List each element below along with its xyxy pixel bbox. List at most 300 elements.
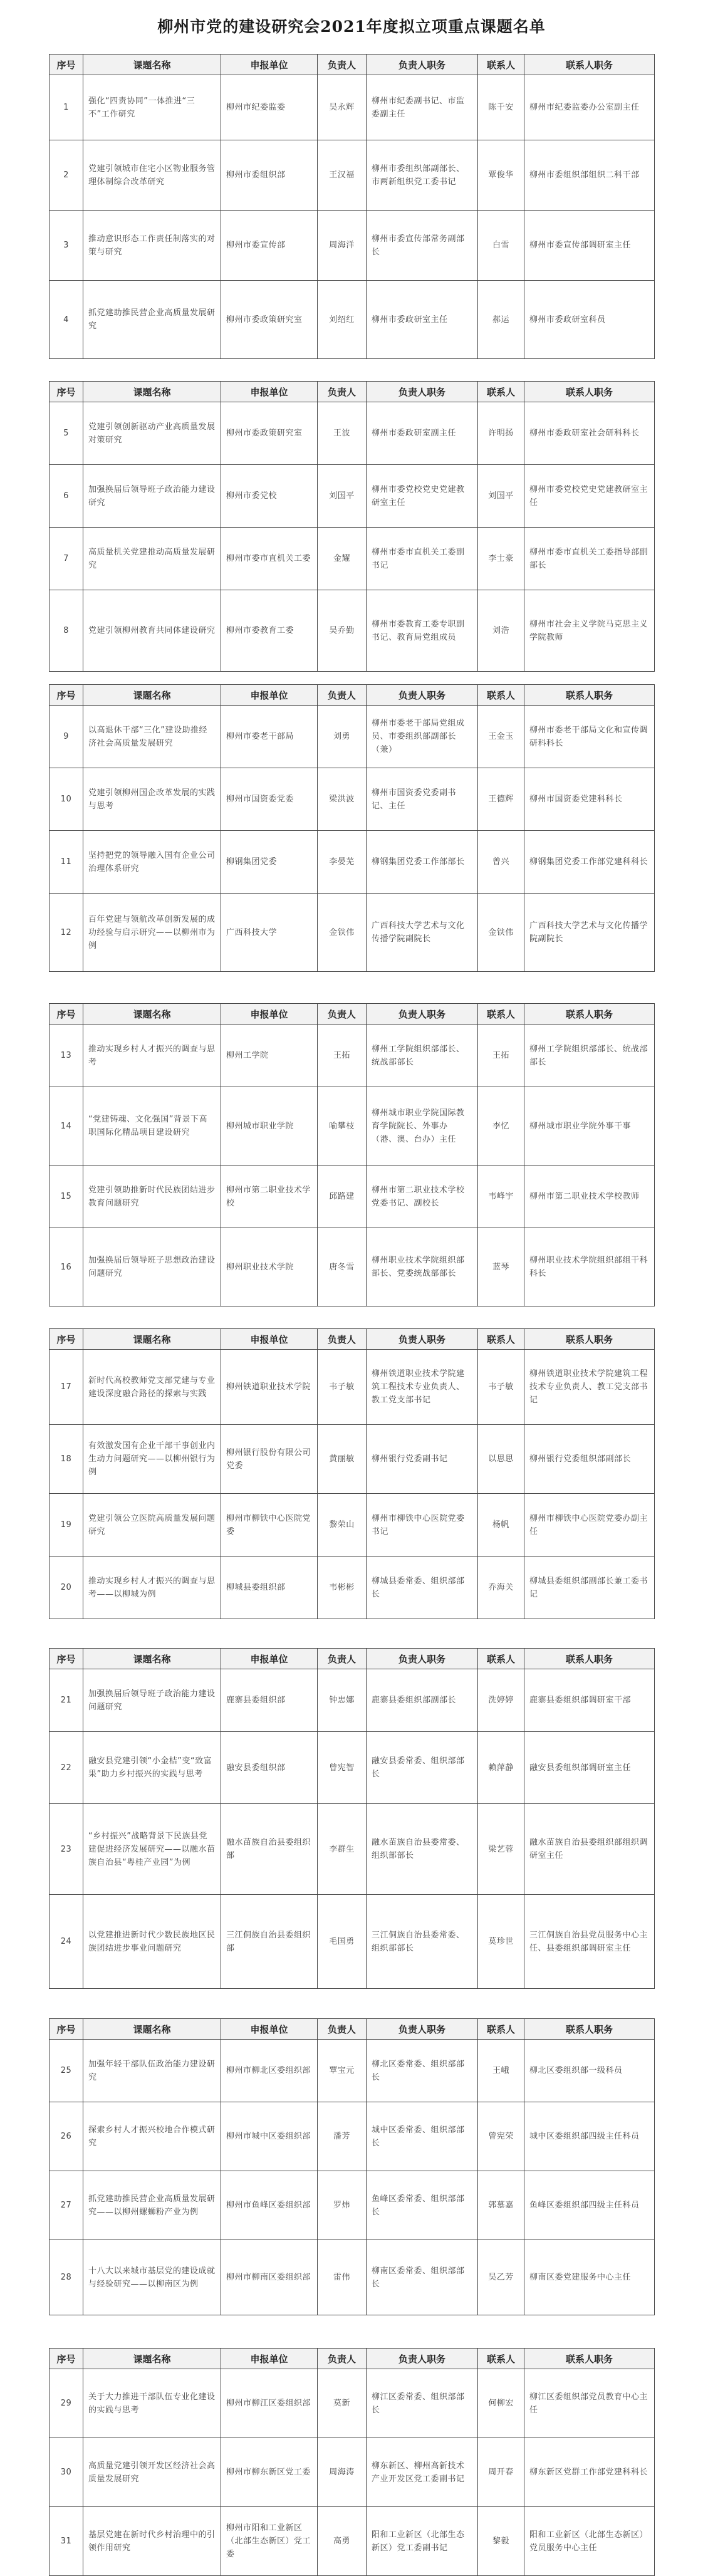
cell-no: 28 [49,2240,83,2315]
cell-topic: 十八大以来城市基层党的建设成就与经验研究——以柳南区为例 [83,2240,221,2315]
cell-contact-duty: 柳州市委党校党史党建教研室主任 [524,465,655,528]
cell-contact-duty: 柳州铁道职业技术学院建筑工程技术专业负责人、教工党支部书记 [524,1350,655,1425]
cell-person: 韦子敏 [318,1350,367,1425]
cell-topic: 抓党建助推民营企业高质量发展研究——以柳州螺蛳粉产业为例 [83,2171,221,2240]
cell-topic: 高质量机关党建推动高质量发展研究 [83,528,221,590]
cell-person-duty: 广西科技大学艺术与文化传播学院副院长 [367,894,478,972]
cell-topic: 关于大力推进干部队伍专业化建设的实践与思考 [83,2369,221,2438]
table-row [49,211,655,281]
cell-person-duty: 柳州市委政研室主任 [367,281,478,359]
cell-no: 24 [49,1895,83,1989]
cell-no: 4 [49,281,83,359]
cell-person: 唐冬雪 [318,1228,367,1306]
cell-no: 13 [49,1025,83,1087]
header-topic: 课题名称 [83,2349,221,2369]
cell-topic: 基层党建在新时代乡村治理中的引领作用研究 [83,2507,221,2576]
cell-no: 27 [49,2171,83,2240]
cell-person-duty: 阳和工业新区（北部生态新区）党工委副书记 [367,2507,478,2576]
header-person-duty: 负责人职务 [367,1004,478,1025]
cell-person: 周海洋 [318,211,367,281]
cell-contact: 韦峰宇 [478,1165,524,1228]
cell-person: 喻攀枝 [318,1087,367,1165]
cell-contact: 王德辉 [478,768,524,831]
cell-unit: 柳州银行股份有限公司党委 [221,1425,318,1494]
cell-topic: 加强换届后领导班子政治能力建设问题研究 [83,1669,221,1732]
header-contact: 联系人 [478,685,524,706]
header-person-duty: 负责人职务 [367,2349,478,2369]
cell-contact: 曾宪荣 [478,2102,524,2171]
cell-person: 覃宝元 [318,2040,367,2102]
cell-topic: 党建引领柳州教育共同体建设研究 [83,590,221,672]
cell-no: 17 [49,1350,83,1425]
cell-no: 14 [49,1087,83,1165]
cell-person: 王汉福 [318,140,367,211]
cell-contact: 刘浩 [478,590,524,672]
topics-table [49,2018,655,2315]
cell-no: 9 [49,706,83,768]
header-contact: 联系人 [478,2019,524,2040]
header-unit: 申报单位 [221,1649,318,1669]
cell-no: 10 [49,768,83,831]
cell-no: 2 [49,140,83,211]
table-row [49,140,655,211]
cell-contact-duty: 柳州市委宣传部调研室主任 [524,211,655,281]
cell-topic: 强化“四责协同”一体推进“三不”工作研究 [83,75,221,140]
cell-contact: 覃俊华 [478,140,524,211]
cell-unit: 柳州市委政策研究室 [221,281,318,359]
cell-contact: 王拓 [478,1025,524,1087]
cell-person-duty: 柳州市委老干部局党组成员、市委组织部副部长（兼） [367,706,478,768]
header-person-duty: 负责人职务 [367,1649,478,1669]
cell-topic: 探索乡村人才振兴校地合作模式研究 [83,2102,221,2171]
cell-contact-duty: 柳州城市职业学院外事干事 [524,1087,655,1165]
header-contact: 联系人 [478,2349,524,2369]
cell-no: 26 [49,2102,83,2171]
table-header-row [49,2349,655,2369]
cell-person-duty: 鱼峰区委常委、组织部部长 [367,2171,478,2240]
header-person: 负责人 [318,382,367,402]
header-person: 负责人 [318,2349,367,2369]
cell-person-duty: 柳州市第二职业技术学校党委书记、副校长 [367,1165,478,1228]
cell-unit: 柳钢集团党委 [221,831,318,894]
cell-no: 6 [49,465,83,528]
header-topic: 课题名称 [83,55,221,75]
cell-contact: 吴乙芳 [478,2240,524,2315]
table-page [49,1648,654,1989]
cell-contact-duty: 柳州市委老干部局文化和宣传调研科科长 [524,706,655,768]
header-person-duty: 负责人职务 [367,2019,478,2040]
header-contact-duty: 联系人职务 [524,2349,655,2369]
cell-no: 29 [49,2369,83,2438]
cell-contact: 白雪 [478,211,524,281]
cell-contact-duty: 城中区委组织部四级主任科员 [524,2102,655,2171]
cell-person: 黄丽敏 [318,1425,367,1494]
cell-no: 25 [49,2040,83,2102]
cell-unit: 柳州市委教育工委 [221,590,318,672]
table-row [49,1557,655,1619]
cell-unit: 三江侗族自治县委组织部 [221,1895,318,1989]
cell-person-duty: 柳州职业技术学院组织部部长、党委统战部部长 [367,1228,478,1306]
cell-person-duty: 柳江区委常委、组织部部长 [367,2369,478,2438]
cell-topic: 以高退休干部“三化”建设助推经济社会高质量发展研究 [83,706,221,768]
cell-topic: 推动意识形态工作责任制落实的对策与研究 [83,211,221,281]
cell-contact: 以思思 [478,1425,524,1494]
cell-person: 吴永辉 [318,75,367,140]
table-header-row [49,1649,655,1669]
cell-unit: 广西科技大学 [221,894,318,972]
table-page [49,381,654,672]
table-header-row [49,2019,655,2040]
header-unit: 申报单位 [221,2349,318,2369]
cell-contact: 乔海关 [478,1557,524,1619]
table-row [49,1804,655,1895]
cell-person: 刘绍红 [318,281,367,359]
cell-person: 刘勇 [318,706,367,768]
table-row [49,1494,655,1557]
table-page [49,1328,654,1619]
cell-person-duty: 柳州市委政研室副主任 [367,402,478,465]
cell-contact-duty: 鱼峰区委组织部四级主任科员 [524,2171,655,2240]
table-row [49,1669,655,1732]
cell-contact: 莫珍世 [478,1895,524,1989]
cell-person: 黎荣山 [318,1494,367,1557]
header-contact-duty: 联系人职务 [524,685,655,706]
cell-contact: 刘国平 [478,465,524,528]
cell-contact-duty: 柳州市委市直机关工委指导部副部长 [524,528,655,590]
header-number: 序号 [49,685,83,706]
cell-topic: 加强换届后领导班子思想政治建设问题研究 [83,1228,221,1306]
cell-topic: 党建引领城市住宅小区物业服务管理体制综合改革研究 [83,140,221,211]
cell-person-duty: 柳州工学院组织部部长、统战部部长 [367,1025,478,1087]
cell-person: 金耀 [318,528,367,590]
header-contact: 联系人 [478,1649,524,1669]
cell-person-duty: 柳东新区、柳州高新技术产业开发区党工委副书记 [367,2438,478,2507]
table-row [49,1025,655,1087]
cell-contact: 许明扬 [478,402,524,465]
topics-table [49,54,655,359]
table-row [49,1165,655,1228]
cell-topic: 新时代高校教师党支部党建与专业建设深度融合路径的探索与实践 [83,1350,221,1425]
cell-contact: 蓝琴 [478,1228,524,1306]
header-topic: 课题名称 [83,382,221,402]
cell-contact-duty: 融水苗族自治县委组织部组织调研室主任 [524,1804,655,1895]
header-contact-duty: 联系人职务 [524,1329,655,1350]
cell-topic: 以党建推进新时代少数民族地区民族团结进步事业问题研究 [83,1895,221,1989]
cell-topic: “乡村振兴”战略背景下民族县党建促进经济发展研究——以融水苗族自治县“粤桂产业园”为例 [83,1804,221,1895]
table-row [49,1895,655,1989]
header-number: 序号 [49,2019,83,2040]
cell-contact-duty: 阳和工业新区（北部生态新区）党员服务中心主任 [524,2507,655,2576]
document-title: 柳州市党的建设研究会2021年度拟立项重点课题名单 [157,18,546,36]
table-row [49,590,655,672]
cell-person-duty: 柳州城市职业学院国际教育学院院长、外事办（港、澳、台办）主任 [367,1087,478,1165]
cell-contact-duty: 柳北区委组织部一级科员 [524,2040,655,2102]
table-row [49,2171,655,2240]
table-row [49,1732,655,1804]
cell-no: 1 [49,75,83,140]
table-row [49,1228,655,1306]
cell-contact: 金铁伟 [478,894,524,972]
cell-person: 雷伟 [318,2240,367,2315]
cell-unit: 融水苗族自治县委组织部 [221,1804,318,1895]
table-row [49,281,655,359]
cell-person: 李群生 [318,1804,367,1895]
cell-contact-duty: 柳南区委党建服务中心主任 [524,2240,655,2315]
cell-contact-duty: 柳东新区党群工作部党建科科长 [524,2438,655,2507]
table-header-row [49,55,655,75]
cell-person-duty: 柳州银行党委副书记 [367,1425,478,1494]
table-row [49,831,655,894]
cell-person-duty: 柳南区委常委、组织部部长 [367,2240,478,2315]
table-page [49,684,654,972]
cell-unit: 柳州市委组织部 [221,140,318,211]
cell-topic: 党建引领柳州国企改革发展的实践与思考 [83,768,221,831]
cell-unit: 柳州市柳南区委组织部 [221,2240,318,2315]
table-header-row [49,1329,655,1350]
table-header-row [49,1004,655,1025]
header-topic: 课题名称 [83,1004,221,1025]
table-row [49,706,655,768]
header-number: 序号 [49,382,83,402]
cell-person-duty: 柳钢集团党委工作部部长 [367,831,478,894]
cell-no: 20 [49,1557,83,1619]
header-contact: 联系人 [478,55,524,75]
header-person: 负责人 [318,1004,367,1025]
cell-unit: 柳州市委老干部局 [221,706,318,768]
cell-topic: 加强年轻干部队伍政治能力建设研究 [83,2040,221,2102]
cell-unit: 柳州市阳和工业新区（北部生态新区）党工委 [221,2507,318,2576]
cell-person-duty: 三江侗族自治县委常委、组织部部长 [367,1895,478,1989]
header-topic: 课题名称 [83,685,221,706]
cell-person: 高勇 [318,2507,367,2576]
cell-person-duty: 柳北区委常委、组织部部长 [367,2040,478,2102]
table-row [49,528,655,590]
cell-topic: 有效激发国有企业干部干事创业内生动力问题研究——以柳州银行为例 [83,1425,221,1494]
cell-unit: 柳州市鱼峰区委组织部 [221,2171,318,2240]
header-contact: 联系人 [478,1329,524,1350]
cell-person: 梁洪波 [318,768,367,831]
cell-no: 23 [49,1804,83,1895]
table-header-row [49,382,655,402]
cell-contact-duty: 柳钢集团党委工作部党建科科长 [524,831,655,894]
cell-person-duty: 柳州市国资委党委副书记、主任 [367,768,478,831]
cell-contact-duty: 柳州职业技术学院组织部组干科科长 [524,1228,655,1306]
table-row [49,402,655,465]
topics-table [49,684,655,972]
cell-contact: 洗婷婷 [478,1669,524,1732]
cell-unit: 柳城县委组织部 [221,1557,318,1619]
header-contact: 联系人 [478,1004,524,1025]
header-number: 序号 [49,1004,83,1025]
header-person: 负责人 [318,2019,367,2040]
cell-unit: 柳州市柳铁中心医院党委 [221,1494,318,1557]
cell-person: 王拓 [318,1025,367,1087]
table-row [49,2102,655,2171]
header-unit: 申报单位 [221,55,318,75]
cell-no: 8 [49,590,83,672]
cell-unit: 柳州市城中区委组织部 [221,2102,318,2171]
header-unit: 申报单位 [221,1329,318,1350]
cell-contact-duty: 柳州市柳铁中心医院党委办副主任 [524,1494,655,1557]
cell-person: 金铁伟 [318,894,367,972]
cell-topic: 抓党建助推民营企业高质量发展研究 [83,281,221,359]
cell-contact: 郝运 [478,281,524,359]
cell-contact: 杨帆 [478,1494,524,1557]
cell-person-duty: 城中区委常委、组织部部长 [367,2102,478,2171]
cell-person-duty: 柳州市委党校党史党建教研室主任 [367,465,478,528]
cell-contact-duty: 柳州工学院组织部部长、统战部部长 [524,1025,655,1087]
topics-table [49,1648,655,1989]
table-row [49,465,655,528]
cell-person-duty: 柳城县委常委、组织部部长 [367,1557,478,1619]
cell-contact: 王峨 [478,2040,524,2102]
header-number: 序号 [49,55,83,75]
cell-contact: 周开春 [478,2438,524,2507]
cell-contact-duty: 广西科技大学艺术与文化传播学院副院长 [524,894,655,972]
cell-person: 曾宪智 [318,1732,367,1804]
header-number: 序号 [49,2349,83,2369]
cell-person-duty: 柳州市委组织部副部长、市两新组织党工委书记 [367,140,478,211]
cell-no: 16 [49,1228,83,1306]
cell-unit: 柳州工学院 [221,1025,318,1087]
cell-topic: 高质量党建引领开发区经济社会高质量发展研究 [83,2438,221,2507]
table-page [49,54,654,359]
cell-contact: 何柳宏 [478,2369,524,2438]
header-number: 序号 [49,1649,83,1669]
header-unit: 申报单位 [221,685,318,706]
topics-table [49,1003,655,1306]
cell-person: 罗炜 [318,2171,367,2240]
table-row [49,2507,655,2576]
cell-person: 周海涛 [318,2438,367,2507]
cell-topic: 坚持把党的领导融入国有企业公司治理体系研究 [83,831,221,894]
cell-unit: 柳州市纪委监委 [221,75,318,140]
table-page [49,2348,654,2576]
header-contact-duty: 联系人职务 [524,55,655,75]
table-page [49,1003,654,1306]
header-person-duty: 负责人职务 [367,685,478,706]
header-contact-duty: 联系人职务 [524,1004,655,1025]
cell-no: 18 [49,1425,83,1494]
header-person: 负责人 [318,55,367,75]
cell-person: 刘国平 [318,465,367,528]
cell-person-duty: 柳州市柳铁中心医院党委书记 [367,1494,478,1557]
topics-table [49,2348,655,2576]
cell-person-duty: 融水苗族自治县委常委、组织部部长 [367,1804,478,1895]
cell-person-duty: 柳州市委宣传部常务副部长 [367,211,478,281]
header-person: 负责人 [318,685,367,706]
header-unit: 申报单位 [221,382,318,402]
cell-unit: 柳州市第二职业技术学校 [221,1165,318,1228]
cell-contact-duty: 柳州市纪委监委办公室副主任 [524,75,655,140]
cell-contact: 王金玉 [478,706,524,768]
header-contact-duty: 联系人职务 [524,1649,655,1669]
cell-topic: 加强换届后领导班子政治能力建设研究 [83,465,221,528]
cell-unit: 柳州市柳东新区党工委 [221,2438,318,2507]
header-person-duty: 负责人职务 [367,55,478,75]
cell-contact-duty: 柳州市委政研室科员 [524,281,655,359]
cell-contact-duty: 三江侗族自治县党员服务中心主任、县委组织部调研室主任 [524,1895,655,1989]
cell-person: 毛国勇 [318,1895,367,1989]
table-row [49,2369,655,2438]
cell-no: 3 [49,211,83,281]
cell-unit: 柳州市柳北区委组织部 [221,2040,318,2102]
table-row [49,2240,655,2315]
cell-topic: 党建引领公立医院高质量发展问题研究 [83,1494,221,1557]
header-unit: 申报单位 [221,2019,318,2040]
cell-person-duty: 柳州铁道职业技术学院建筑工程技术专业负责人、教工党支部书记 [367,1350,478,1425]
header-person-duty: 负责人职务 [367,1329,478,1350]
cell-topic: 推动实现乡村人才振兴的调查与思考 [83,1025,221,1087]
cell-unit: 柳州市委宣传部 [221,211,318,281]
table-row [49,768,655,831]
cell-person-duty: 融安县委常委、组织部部长 [367,1732,478,1804]
cell-no: 31 [49,2507,83,2576]
cell-contact-duty: 柳江区委组织部党员教育中心主任 [524,2369,655,2438]
cell-person-duty: 柳州市委市直机关工委副书记 [367,528,478,590]
header-contact-duty: 联系人职务 [524,2019,655,2040]
cell-topic: 推动实现乡村人才振兴的调查与思考——以柳城为例 [83,1557,221,1619]
header-person: 负责人 [318,1649,367,1669]
table-row [49,2040,655,2102]
table-row [49,1425,655,1494]
cell-contact: 黎毅 [478,2507,524,2576]
cell-unit: 柳州职业技术学院 [221,1228,318,1306]
cell-no: 7 [49,528,83,590]
cell-person: 吴乔勤 [318,590,367,672]
cell-person: 邱路建 [318,1165,367,1228]
header-contact-duty: 联系人职务 [524,382,655,402]
table-row [49,75,655,140]
cell-contact-duty: 鹿寨县委组织部调研室干部 [524,1669,655,1732]
cell-contact: 赖萍静 [478,1732,524,1804]
cell-topic: 融安县党建引领“小金桔”变“致富果”助力乡村振兴的实践与思考 [83,1732,221,1804]
cell-unit: 柳州铁道职业技术学院 [221,1350,318,1425]
cell-person-duty: 柳州市委教育工委专职副书记、教育局党组成员 [367,590,478,672]
cell-contact: 曾兴 [478,831,524,894]
cell-contact: 陈千安 [478,75,524,140]
cell-topic: 百年党建与领航改革创新发展的成功经验与启示研究——以柳州市为例 [83,894,221,972]
cell-contact-duty: 柳州市委政研室社会研科科长 [524,402,655,465]
cell-person: 潘芳 [318,2102,367,2171]
cell-person-duty: 柳州市纪委副书记、市监委副主任 [367,75,478,140]
header-topic: 课题名称 [83,1329,221,1350]
table-row [49,1087,655,1165]
cell-person-duty: 鹿寨县委组织部副部长 [367,1669,478,1732]
cell-unit: 柳州城市职业学院 [221,1087,318,1165]
cell-person: 韦彬彬 [318,1557,367,1619]
topics-table [49,1328,655,1619]
cell-no: 19 [49,1494,83,1557]
cell-unit: 柳州市国资委党委 [221,768,318,831]
cell-no: 12 [49,894,83,972]
cell-contact: 梁艺蓉 [478,1804,524,1895]
header-person: 负责人 [318,1329,367,1350]
cell-no: 11 [49,831,83,894]
cell-unit: 柳州市委市直机关工委 [221,528,318,590]
cell-contact-duty: 柳州市委组织部组织二科干部 [524,140,655,211]
cell-unit: 融安县委组织部 [221,1732,318,1804]
cell-contact: 韦子敏 [478,1350,524,1425]
table-row [49,2438,655,2507]
cell-no: 22 [49,1732,83,1804]
table-row [49,1350,655,1425]
header-contact: 联系人 [478,382,524,402]
cell-no: 5 [49,402,83,465]
cell-topic: 党建引领创新驱动产业高质量发展对策研究 [83,402,221,465]
cell-contact-duty: 柳州市社会主义学院马克思主义学院教师 [524,590,655,672]
header-unit: 申报单位 [221,1004,318,1025]
